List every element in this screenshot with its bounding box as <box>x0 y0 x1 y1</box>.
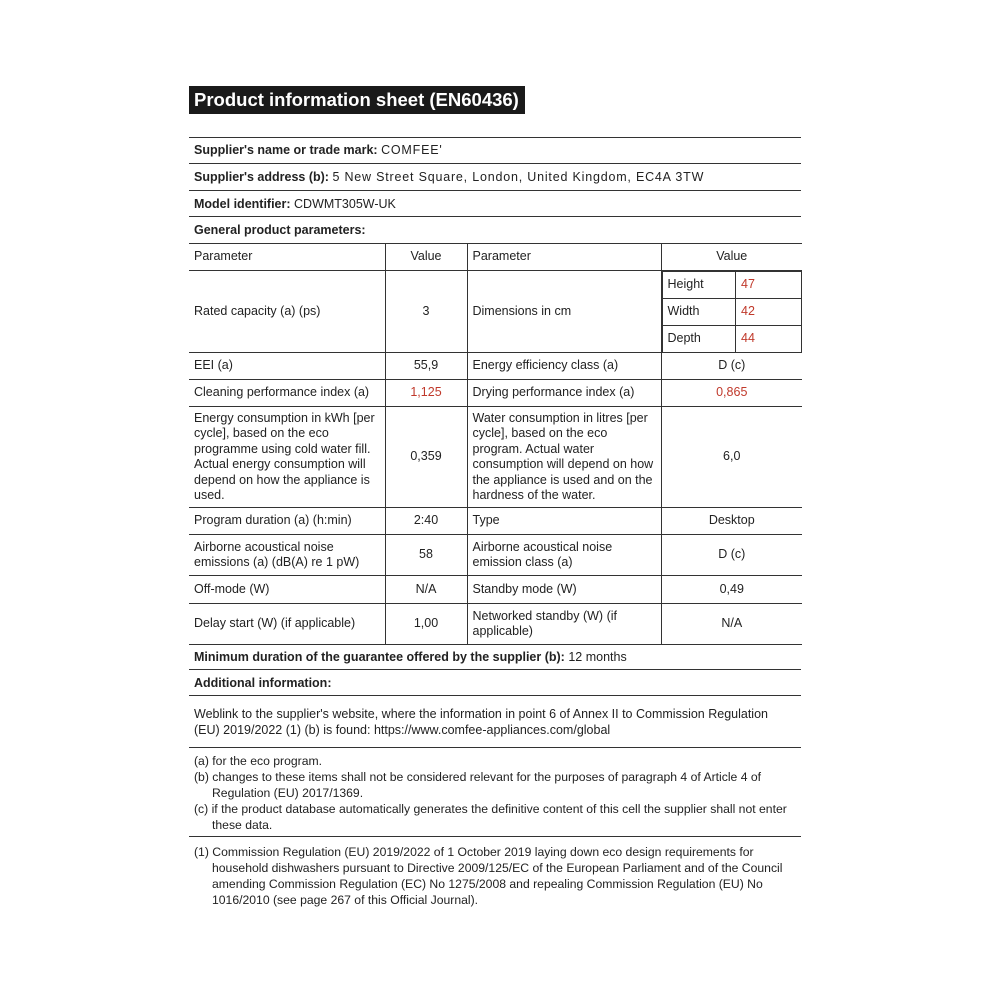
eei-label: EEI (a) <box>189 353 385 380</box>
additional-info-label: Additional information: <box>194 676 332 690</box>
model-label: Model identifier: <box>194 197 291 211</box>
water-consumption-label: Water consumption in litres [per cycle], based on the eco program. Actual water consumption will depend on how the appliance is used and on the hardness of the water. <box>467 407 661 508</box>
footnote-1-block <box>194 844 794 908</box>
dimensions-cell <box>661 271 802 353</box>
divider <box>189 137 801 138</box>
supplier-name-value: COMFEE' <box>381 143 443 157</box>
networked-standby-value: N/A <box>661 604 802 645</box>
dimensions-label: Dimensions in cm <box>467 271 661 353</box>
guarantee-label: Minimum duration of the guarantee offered by the supplier (b): <box>194 650 565 664</box>
table-row <box>189 604 802 645</box>
type-value: Desktop <box>661 508 802 535</box>
cleaning-value: 1,125 <box>385 380 467 407</box>
supplier-address-row <box>194 170 794 184</box>
drying-value: 0,865 <box>661 380 802 407</box>
header-parameter: Parameter <box>467 244 661 271</box>
noise-class-label: Airborne acoustical noise emission class (a) <box>467 535 661 576</box>
table-row <box>189 271 802 353</box>
table-row <box>189 407 802 508</box>
table-row <box>189 380 802 407</box>
supplier-address-label: Supplier's address (b): <box>194 170 329 184</box>
delay-start-value: 1,00 <box>385 604 467 645</box>
energy-consumption-value: 0,359 <box>385 407 467 508</box>
general-params-label: General product parameters: <box>194 223 366 237</box>
table-row <box>189 576 802 604</box>
header-value: Value <box>385 244 467 271</box>
footnote-b: (b) changes to these items shall not be considered relevant for the purposes of paragraph 4 of Article 4 of Regulation (EU) 2017/1369. <box>194 770 762 800</box>
networked-standby-label: Networked standby (W) (if applicable) <box>467 604 661 645</box>
additional-info-row <box>194 676 794 690</box>
type-label: Type <box>467 508 661 535</box>
energy-class-value: D (c) <box>661 353 802 380</box>
divider <box>189 163 801 164</box>
header-parameter: Parameter <box>189 244 385 271</box>
width-value: 42 <box>736 299 802 326</box>
divider <box>189 669 801 670</box>
cleaning-label: Cleaning performance index (a) <box>189 380 385 407</box>
noise-value: 58 <box>385 535 467 576</box>
guarantee-value: 12 months <box>568 650 627 664</box>
energy-consumption-label: Energy consumption in kWh [per cycle], based on the eco programme using cold water fill. Actual energy consumption will depend on how the appliance is used. <box>189 407 385 508</box>
model-value: CDWMT305W-UK <box>294 197 396 211</box>
divider <box>189 836 801 837</box>
parameters-table <box>189 243 802 645</box>
height-value: 47 <box>736 272 802 299</box>
divider <box>189 695 801 696</box>
supplier-name-row <box>194 143 794 157</box>
divider <box>189 216 801 217</box>
noise-class-value: D (c) <box>661 535 802 576</box>
page-title: Product information sheet (EN60436) <box>189 86 525 114</box>
divider <box>189 747 801 748</box>
height-label: Height <box>662 272 736 299</box>
divider <box>189 190 801 191</box>
general-params-row <box>194 223 794 237</box>
dimensions-subtable <box>662 271 803 352</box>
eei-value: 55,9 <box>385 353 467 380</box>
table-row <box>189 535 802 576</box>
table-row <box>189 508 802 535</box>
water-consumption-value: 6,0 <box>661 407 802 508</box>
off-mode-value: N/A <box>385 576 467 604</box>
energy-class-label: Energy efficiency class (a) <box>467 353 661 380</box>
program-duration-value: 2:40 <box>385 508 467 535</box>
model-row <box>194 197 794 211</box>
table-header-row <box>189 244 802 271</box>
width-label: Width <box>662 299 736 326</box>
footnote-a: (a) for the eco program. <box>194 754 323 768</box>
footnotes <box>194 753 794 833</box>
guarantee-row <box>194 650 794 664</box>
depth-label: Depth <box>662 326 736 353</box>
footnote-c: (c) if the product database automatically generates the definitive content of this cell the supplier shall not enter these data. <box>194 802 787 832</box>
depth-value: 44 <box>736 326 802 353</box>
rated-capacity-value: 3 <box>385 271 467 353</box>
footnote-1: (1) Commission Regulation (EU) 2019/2022 of 1 October 2019 laying down eco design requirements for household dishwashers pursuant to Directive 2009/125/EC of the European Parliament and of the Council amending Commission Regulation (EC) No 1275/2008 and repealing Commission Regulation (EU) No 1016/2010 (see page 267 of this Official Journal). <box>194 845 783 907</box>
drying-label: Drying performance index (a) <box>467 380 661 407</box>
header-value: Value <box>661 244 802 271</box>
table-row <box>189 353 802 380</box>
standby-value: 0,49 <box>661 576 802 604</box>
delay-start-label: Delay start (W) (if applicable) <box>189 604 385 645</box>
weblink-text: Weblink to the supplier's website, where the information in point 6 of Annex II to Commission Regulation (EU) 2019/2022 (1) (b) is found: https://www.comfee-appliances.com/global <box>194 707 768 737</box>
supplier-address-value: 5 New Street Square, London, United Kingdom, EC4A 3TW <box>332 170 705 184</box>
rated-capacity-label: Rated capacity (a) (ps) <box>189 271 385 353</box>
program-duration-label: Program duration (a) (h:min) <box>189 508 385 535</box>
noise-label: Airborne acoustical noise emissions (a) (dB(A) re 1 pW) <box>189 535 385 576</box>
standby-label: Standby mode (W) <box>467 576 661 604</box>
off-mode-label: Off-mode (W) <box>189 576 385 604</box>
supplier-name-label: Supplier's name or trade mark: <box>194 143 378 157</box>
